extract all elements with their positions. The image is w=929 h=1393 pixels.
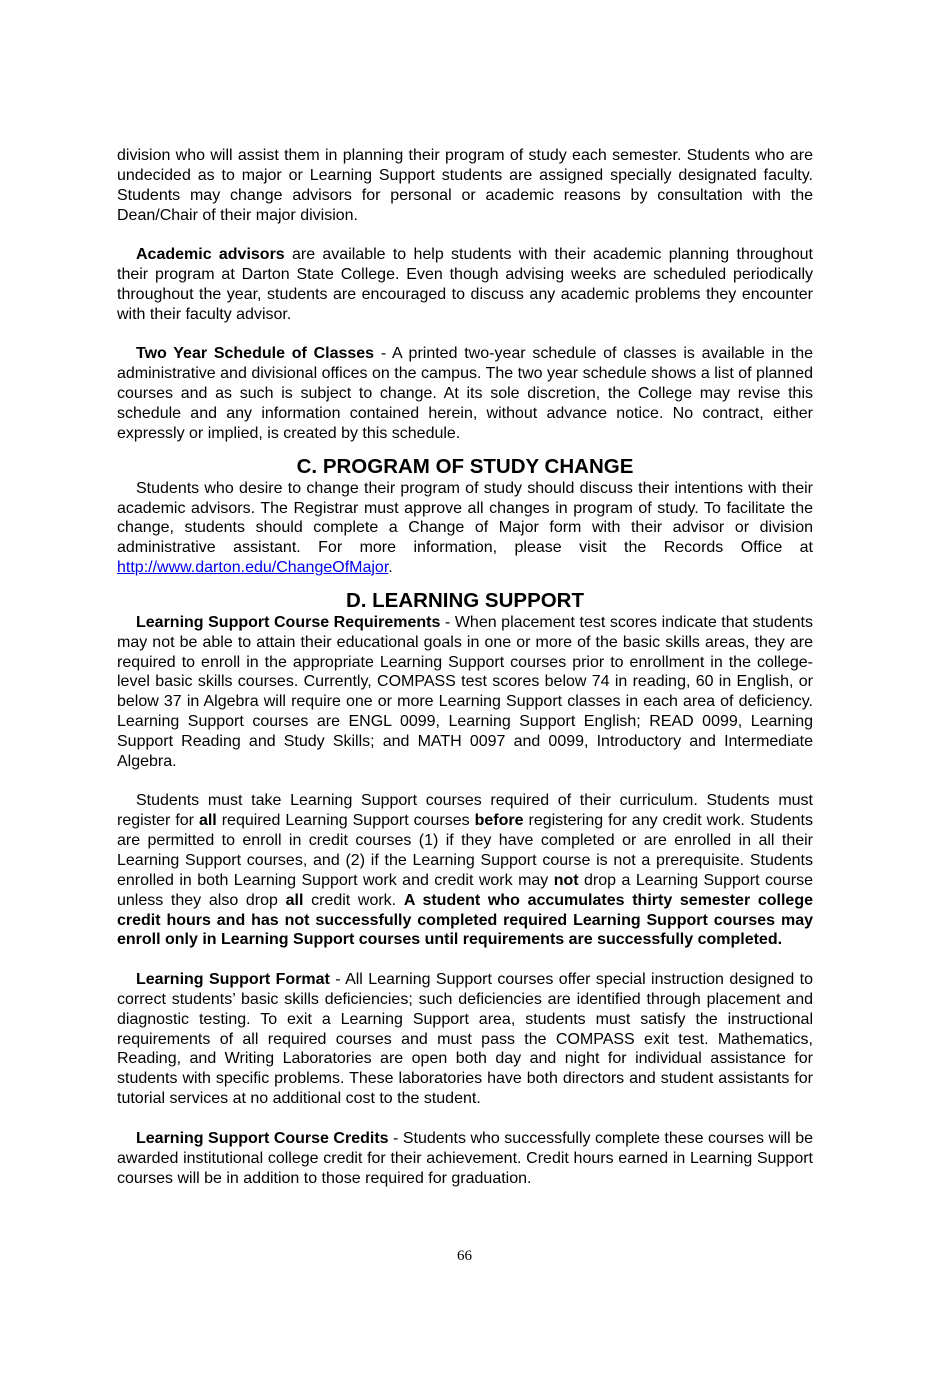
ls-registration-bold-2: before xyxy=(474,812,524,830)
ls-credits-text: - Students who successfully complete these courses will be awarded institutional college credit for their achievement. Credit hours earned in Learning Support courses will be in addition to those required for graduation. xyxy=(117,1129,814,1187)
ls-format-lead: Learning Support Format xyxy=(136,971,330,989)
ls-registration-bold-3: not xyxy=(553,871,579,889)
page-content xyxy=(117,146,813,1188)
ls-registration-bold-4: all xyxy=(285,891,304,909)
paragraph-ls-requirements xyxy=(117,613,813,772)
heading-program-of-study-change: C. PROGRAM OF STUDY CHANGE xyxy=(296,454,634,478)
ls-registration-text-5: credit work. xyxy=(303,891,404,909)
two-year-schedule-text: - A printed two-year schedule of classes is available in the administrative and divisional offices on the campus. The two year schedule shows a list of planned courses and as such is subject to change. At its sole discretion, the College may revise this schedule and any information contained herein, without advance notice. No contract, either expressly or implied, is created by this schedule. xyxy=(117,345,813,442)
ls-registration-bold-5: A student who accumulates thirty semester college credit hours and has not successfully completed required Learning Support courses may enroll only in Learning Support courses until requirements are successfully completed. xyxy=(117,891,813,949)
program-change-text: Students who desire to change their program of study should discuss their intentions with their academic advisors. The Registrar must approve all changes in program of study. To facilitate the change, students should complete a Change of Major form with their advisor or division administrative assistant. For more information, please visit the Records Office at xyxy=(117,479,813,557)
ls-credits-lead: Learning Support Course Credits xyxy=(136,1129,389,1147)
ls-registration-bold-1: all xyxy=(198,812,217,830)
paragraph-academic-advisors xyxy=(117,245,813,324)
page-number: 66 xyxy=(457,1248,472,1264)
heading-learning-support: D. LEARNING SUPPORT xyxy=(345,588,585,612)
change-of-major-link[interactable]: http://www.darton.edu/ChangeOfMajor xyxy=(117,559,389,577)
paragraph-advisors-intro: division who will assist them in planning their program of study each semester. Students who are undecided as to major or Learning Support students are assigned specially designated faculty. Students may change advisors for personal or academic reasons by consultation with the Dean/Chair of their major division. xyxy=(117,147,813,224)
paragraph-two-year-schedule xyxy=(117,344,813,443)
ls-registration-text-4: drop a Learning Support course unless they also drop xyxy=(117,871,814,909)
academic-advisors-text: are available to help students with their academic planning throughout their program at Darton State College. Even though advising weeks are scheduled periodically throughout the year, students are encouraged to discuss any academic problems they encounter with their faculty advisor. xyxy=(117,246,814,323)
paragraph-ls-format xyxy=(117,970,813,1109)
ls-requirements-lead: Learning Support Course Requirements xyxy=(136,613,441,631)
ls-registration-text-2: required Learning Support courses xyxy=(216,812,475,830)
ls-registration-text-3: registering for any credit work. Students are permitted to enroll in credit courses (1) if they have completed or are enrolled in all their Learning Support courses, and (2) if the Learning Support course is not a prerequisite. Students enrolled in both Learning Support work and credit work may xyxy=(117,812,813,889)
ls-registration-text-1: Students must take Learning Support courses required of their curriculum. Students must register for xyxy=(117,792,813,830)
paragraph-ls-registration xyxy=(117,791,813,950)
ls-requirements-text: - When placement test scores indicate that students may not be able to attain their educational goals in one or more of the basic skills areas, they are required to enroll in the appropriate Learning Support courses prior to enrollment in the college-level basic skills courses. Currently, COMPASS test scores below 74 in reading, 60 in English, or below 37 in Algebra will require one or more Learning Support classes in each area of deficiency. Learning Support courses are ENGL 0099, Learning Support English; READ 0099, Learning Support Reading and Study Skills; and MATH 0097 and 0099, Introductory and Intermediate Algebra. xyxy=(117,613,813,770)
academic-advisors-lead: Academic advisors xyxy=(136,246,285,264)
paragraph-program-of-study-change xyxy=(117,479,813,578)
paragraph-ls-credits xyxy=(117,1129,813,1189)
ls-format-text: - All Learning Support courses offer special instruction designed to correct students’ basic skills deficiencies; such deficiencies are identified through placement and diagnostic testing. To exit a Learning Support area, students must satisfy the instructional requirements of all required courses and must pass the COMPASS exit test. Mathematics, Reading, and Writing Laboratories are open both day and night for individual assistance for students with specific problems. These laboratories have both directors and student assistants for tutorial services at no additional cost to the student. xyxy=(117,971,813,1108)
program-change-end: . xyxy=(388,559,393,577)
two-year-schedule-lead: Two Year Schedule of Classes xyxy=(136,345,375,363)
